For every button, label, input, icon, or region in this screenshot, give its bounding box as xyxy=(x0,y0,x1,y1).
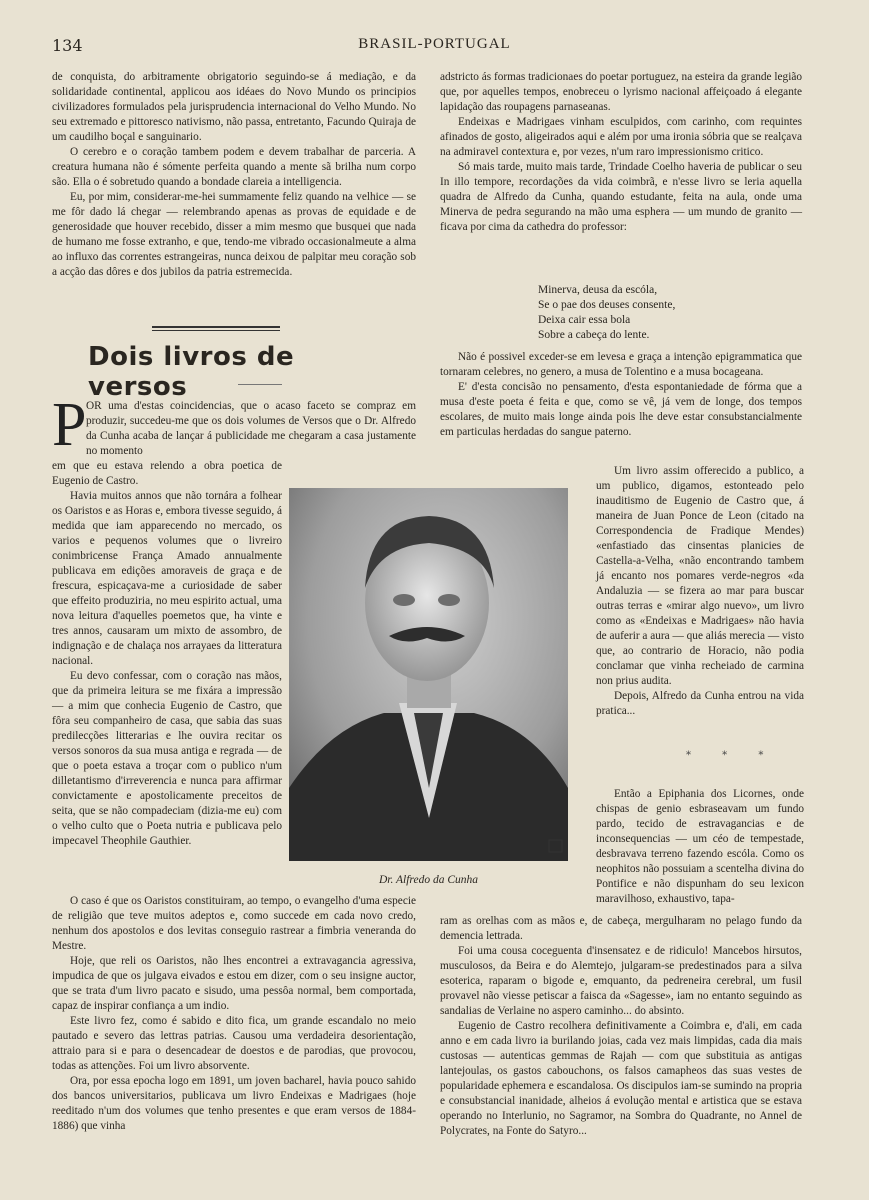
paragraph: Só mais tarde, muito mais tarde, Trindade Coelho haveria de publicar o seu In illo tempore, recordações da vida coimbrã, e n'esse livro se leria aquella quadra de Alfredo da Cunha, quando estudante, feita na aula, onde uma Minerva de pedra segurando na mão uma esphera — um mundo de granito — ficava por cima da cathedra do professor: xyxy=(440,161,802,233)
running-head xyxy=(0,36,869,56)
portrait-photo xyxy=(289,488,568,861)
left-column-top xyxy=(52,70,416,280)
paragraph: Então a Epiphania dos Licornes, onde chispas de genio esbraseavam um fundo pardo, tecido de estravagancias e de inconsequencias — um céo de tempestade, desbravava terreno fazendo escóla. Como os neophitos não possuiam a scentelha divina do Pontifice e não dispunham do seu lexicon maravilhoso, exhaustivo, tapa- xyxy=(596,788,804,905)
paragraph: ram as orelhas com as mãos e, de cabeça, mergulharam no pelago fundo da demencia lettrada. xyxy=(440,915,802,942)
right-column-middle xyxy=(440,350,802,440)
title-rule xyxy=(152,326,280,331)
paragraph: em que eu estava relendo a obra poetica de Eugenio de Castro. xyxy=(52,460,282,487)
title-underline xyxy=(238,384,282,385)
article-title: Dois livros de versos xyxy=(88,342,295,402)
verse-quatrain xyxy=(538,283,768,343)
paragraph: Um livro assim offerecido a publico, a um publico, digamos, estonteado pelo inauditismo de Eugenio de Castro que, á maneira de Juan Ponce de Leon (citado na Correspondencia de Fradique Mendes) «enfastiado das cinsentas planicies de Castella-a-Velha, «não encontrando tambem já encanto nos pomares verde-negros «da Andaluzia — se fizera ao mar para buscar outras terras e «mirar algo nuevo», um livro como as «Endeixas e Madrigaes» não havia de auferir a aura — que aliás merecia — visto que, ao contrario de Horacio, não podia conclamar que vinha recheiado de carmina non prius audita. xyxy=(596,465,804,687)
section-break-stars: * * * xyxy=(686,750,778,761)
paragraph: Este livro fez, como é sabido e dito fica, um grande escandalo no meio pautado e severo das lettras patrias. Causou uma verdadeira desorientação, attraio para si e para o desencadear de doestos e de parodias, que provocou, todas as attenções. Foi um livro absorvente. xyxy=(52,1015,416,1072)
paragraph: adstricto ás formas tradicionaes do poetar portuguez, na esteira da grande legião que, por aquelles tempos, enobreceu o lyrismo nacional affeiçoado á elegante lapidação das roupagens parnaseanas. xyxy=(440,71,802,113)
photo-caption: Dr. Alfredo da Cunha xyxy=(378,874,479,886)
paragraph: O cerebro e o coração tambem podem e devem trabalhar de parceria. A creatura humana não é sómente perfeita quando a mente sã brilha num corpo são. Ella o é sobretudo quando a bondade clareia a intelligencia. xyxy=(52,146,416,188)
paragraph: Endeixas e Madrigaes vinham esculpidos, com carinho, com requintes afinados de gosto, aligeirados aqui e além por uma ironia sóbria que se realçava na admiravel contextura e, por vezes, n'um raro impressionismo critico. xyxy=(440,116,802,158)
right-column-top xyxy=(440,70,802,235)
left-column-narrow xyxy=(52,489,282,849)
article-intro xyxy=(86,399,416,459)
paragraph: E' d'esta concisão no pensamento, d'esta espontaniedade de fórma que a musa d'este poeta é feita e que, como se vê, já vem de longe, dos tempos escolares, de muito mais longe ainda pois lhe deve estar consubstancialmente em particulas herdadas do sangue paterno. xyxy=(440,381,802,438)
paragraph: de conquista, do arbitramente obrigatorio seguindo-se á mediação, e da solidaridade continental, applicou aos idéaes do Novo Mundo os principios civilizadores formulados pela jurisprudencia internacional do Velho Mundo. No seu extremado e pittoresco nativismo, não passa, entretanto, Facundo Quiraja de um caudilho boçal e sanguinario. xyxy=(52,71,416,143)
right-column-bottom xyxy=(440,914,802,1139)
paragraph: Hoje, que reli os Oaristos, não lhes encontrei a extravagancia agressiva, impudica de que os julgava eivados e estou em dizer, com o seu insigne auctor, que se trata d'um livro pacato e sisudo, uma pessôa normal, bem comportada, capaz de inspirar confiança a um indio. xyxy=(52,955,416,1012)
left-column-bottom xyxy=(52,894,416,1134)
verse-line: Deixa cair essa bola xyxy=(538,314,631,326)
verse-line: Se o pae dos deuses consente, xyxy=(538,299,676,311)
journal-name: BRASIL-PORTUGAL xyxy=(358,36,511,52)
paragraph: Não é possivel exceder-se em levesa e graça a intenção epigrammatica que tornaram celebres, no genero, a musa de Tolentino e a musa bocageana. xyxy=(440,351,802,378)
paragraph: Ora, por essa epocha logo em 1891, um joven bacharel, havia pouco sahido dos bancos universitarios, publicava um livro Endeixas e Madrigaes (hoje reeditado n'um dos volumes que tenho presentes e que eram versos de 1884-1886) que vinha xyxy=(52,1075,416,1132)
portrait-image xyxy=(289,488,568,861)
verse-line: Sobre a cabeça do lente. xyxy=(538,329,650,341)
page-number: 134 xyxy=(52,36,83,55)
verse-line: Minerva, deusa da escóla, xyxy=(538,284,658,296)
drop-cap: P xyxy=(52,391,87,459)
paragraph: Foi uma cousa coceguenta d'insensatez e de ridiculo! Mancebos hirsutos, musculosos, da Beira e do Alemtejo, julgaram-se predestinados para a silva esoterica, raparam o bigode e, emquanto, da pedreneira cerebral, um fusil provavel não viesse petiscar a faisca da «Sagesse», iam no entanto seguindo as sandalias de Verlaine no aspero caminho... do absinto. xyxy=(440,945,802,1017)
paragraph: Eu devo confessar, com o coração nas mãos, que da primeira leitura se me fixára a impressão — a mim que conhecia Eugenio de Castro, que fôra seu companheiro de casa, que sabia das suas predilecções litterarias e lhe ouvira recitar os versos sonoros da sua musa antiga e regrada — de que o poeta estava a troçar com o publico n'um dilletantismo d'irreverencia e nunca para affirmar convictamente e apostolicamente preceitos de seita, que se não compadeciam (dizia-me eu) com o velho culto que o Poeta nutria e publicava pelo impecavel Theophile Gauthier. xyxy=(52,670,282,847)
paragraph: Eugenio de Castro recolhera definitivamente a Coimbra e, d'ali, em cada anno e em cada livro ia burilando joias, cada vez mais limpidas, cada dia mais custosas — autenticas gemmas de Rajah — com que substituia as antigas lantejoulas, os gastos cabouchons, os falsos camapheos das suas vestes de popularidade ephemera e escandalosa. Os discipulos iam-se sumindo na propria e consubstancial inanidade, alheios á evolução mental e artistica que se estava operando no Interlunio, no Sagramor, na Sombra do Quadrante, no Annel de Polycrates, na Fonte do Satyro... xyxy=(440,1020,802,1137)
paragraph: Havia muitos annos que não tornára a folhear os Oaristos e as Horas e, embora tivesse seguido, á medida que iam apparecendo no mercado, os varios e pequenos volumes que o livreiro conimbricense França Amado annualmente publicava em edições amoraveis de graça e de frescura, espicaçava-me a curiosidade de saber que effeito produziria, no meu espirito actual, uma nova leitura d'aquelles poemetos que, ha vinte e tres annos, causaram um mixto de assombro, de indignação e de chalaça nos arrayaes da litteratura nacional. xyxy=(52,490,282,667)
right-column-beside-photo xyxy=(596,464,804,719)
paragraph: O caso é que os Oaristos constituiram, ao tempo, o evangelho d'uma especie de religião que teve muitos adeptos e, como succede em cada novo credo, nenhum dos apostolos e dos levitas conseguio rastrear a fimbria veneranda do Mestre. xyxy=(52,895,416,952)
paragraph: Depois, Alfredo da Cunha entrou na vida pratica... xyxy=(596,690,804,717)
paragraph: Eu, por mim, considerar-me-hei summamente feliz quando na velhice — se me fôr dado lá chegar — relembrando apenas as provas de equidade e de generosidade que houver recebido, disser a mim mesmo que busquei que nada de humano me fosse extranho, e que, tendo-me vibrado occasionalmeute a alma ao influxo das correntes estrangeiras, nunca deixou de palpitar meu coração sob a acção das dôres e dos jubilos da patria estremecida. xyxy=(52,191,416,278)
paragraph: OR uma d'estas coincidencias, que o acaso faceto se compraz em produzir, succedeu-me que os dois volumes de Versos que o Dr. Alfredo da Cunha acaba de lançar á publicidade me chegaram a casa justamente no momento xyxy=(86,400,416,457)
article-intro-cont xyxy=(52,459,282,489)
right-column-section2 xyxy=(596,787,804,907)
